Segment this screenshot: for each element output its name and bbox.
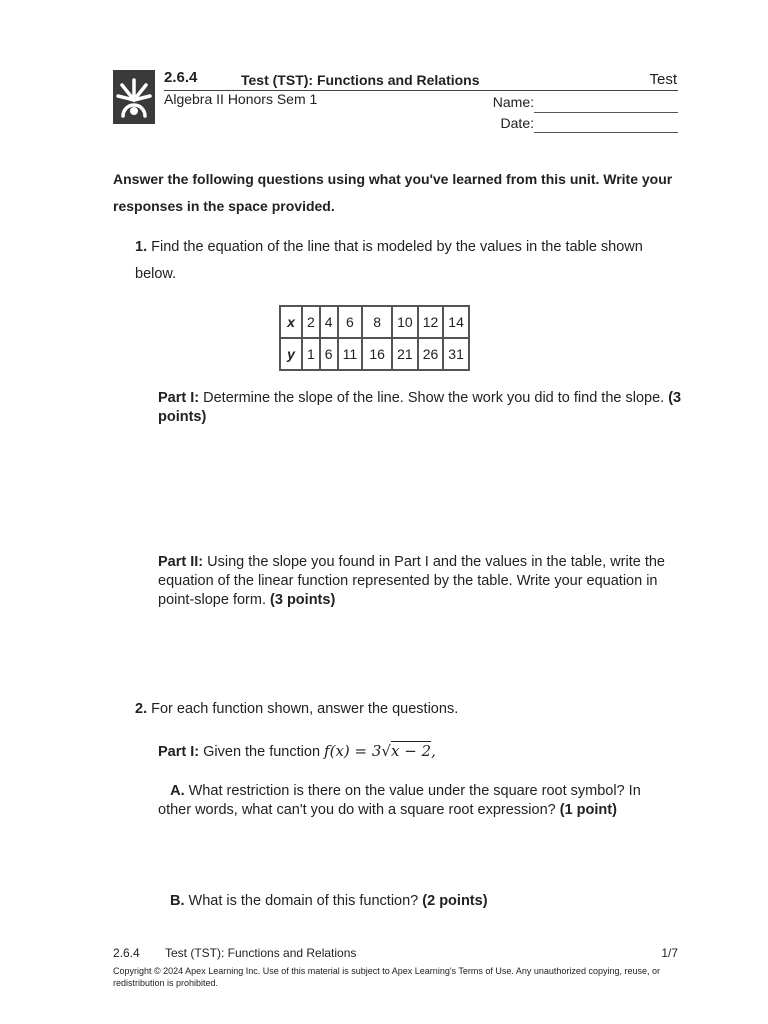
q2-b-text: What is the domain of this function? <box>188 893 419 909</box>
question-1-number: 1. <box>135 239 148 255</box>
values-table <box>279 305 470 371</box>
q2-part-1 <box>158 742 683 760</box>
question-2-number: 2. <box>135 701 148 717</box>
table-row-y <box>280 338 469 370</box>
question-1-text: Find the equation of the line that is modeled by the values in the table shown below. <box>135 239 643 282</box>
table-cell: 6 <box>338 306 363 338</box>
name-label: Name: <box>492 94 534 110</box>
table-cell: 10 <box>392 306 418 338</box>
document-title: Test (TST): Functions and Relations <box>241 72 480 88</box>
page-number: 1/7 <box>661 946 678 960</box>
table-cell: 31 <box>443 338 469 370</box>
function-expression <box>324 742 436 760</box>
question-2 <box>135 701 675 717</box>
q1-part-1 <box>158 389 683 427</box>
date-label: Date: <box>500 115 534 131</box>
q2-part-1-text: Given the function <box>203 744 321 760</box>
q1-part-1-points: (3 points) <box>158 390 682 425</box>
table-cell: 4 <box>320 306 338 338</box>
document-type: Test <box>649 71 677 88</box>
course-name: Algebra II Honors Sem 1 <box>164 91 318 107</box>
footer-section-number: 2.6.4 <box>113 946 140 960</box>
name-field-line[interactable] <box>534 112 678 113</box>
table-cell: 1 <box>302 338 320 370</box>
q2-question-b <box>170 893 670 909</box>
q1-part-2-text: Using the slope you found in Part I and the values in the table, write the equation of the linear function represented by the table. Write your equation in point-slope form. <box>158 554 665 608</box>
q1-part-2 <box>158 553 683 610</box>
q2-b-label: B. <box>170 893 185 909</box>
table-cell: 2 <box>302 306 320 338</box>
copyright-notice: Copyright © 2024 Apex Learning Inc. Use of this material is subject to Apex Learning's Terms of Use. Any unauthorized copying, reuse, or redistribution is prohibited. <box>113 966 660 988</box>
instructions: Answer the following questions using what you've learned from this unit. Write your responses in the space provided. <box>113 171 673 214</box>
q1-part-1-label: Part I: <box>158 390 200 406</box>
date-field-line[interactable] <box>534 132 678 133</box>
table-x-label: x <box>280 306 302 338</box>
function-lhs: f(x) = 3√ <box>324 742 391 760</box>
function-radicand: x − 2 <box>390 742 432 760</box>
table-cell: 16 <box>362 338 392 370</box>
q2-question-a <box>158 782 668 820</box>
table-cell: 21 <box>392 338 418 370</box>
table-cell: 14 <box>443 306 469 338</box>
table-cell: 26 <box>418 338 444 370</box>
q1-part-2-points: (3 points) <box>270 592 336 608</box>
apex-logo-icon <box>113 70 155 124</box>
function-trail: , <box>431 742 436 760</box>
q2-a-points: (1 point) <box>559 802 617 818</box>
q2-b-points: (2 points) <box>422 893 488 909</box>
question-1 <box>135 234 675 288</box>
table-cell: 8 <box>362 306 392 338</box>
q1-part-2-label: Part II: <box>158 554 204 570</box>
table-cell: 12 <box>418 306 444 338</box>
table-cell: 6 <box>320 338 338 370</box>
q1-part-1-text: Determine the slope of the line. Show the work you did to find the slope. <box>203 390 665 406</box>
table-row-x <box>280 306 469 338</box>
q2-a-label: A. <box>170 783 185 799</box>
q2-part-1-label: Part I: <box>158 744 200 760</box>
table-y-label: y <box>280 338 302 370</box>
table-cell: 11 <box>338 338 363 370</box>
section-number: 2.6.4 <box>164 69 198 86</box>
question-2-text: For each function shown, answer the questions. <box>151 701 459 717</box>
q2-a-text: What restriction is there on the value under the square root symbol? In other words, what can't you do with a square root expression? <box>158 783 641 818</box>
footer-title: Test (TST): Functions and Relations <box>165 946 357 960</box>
